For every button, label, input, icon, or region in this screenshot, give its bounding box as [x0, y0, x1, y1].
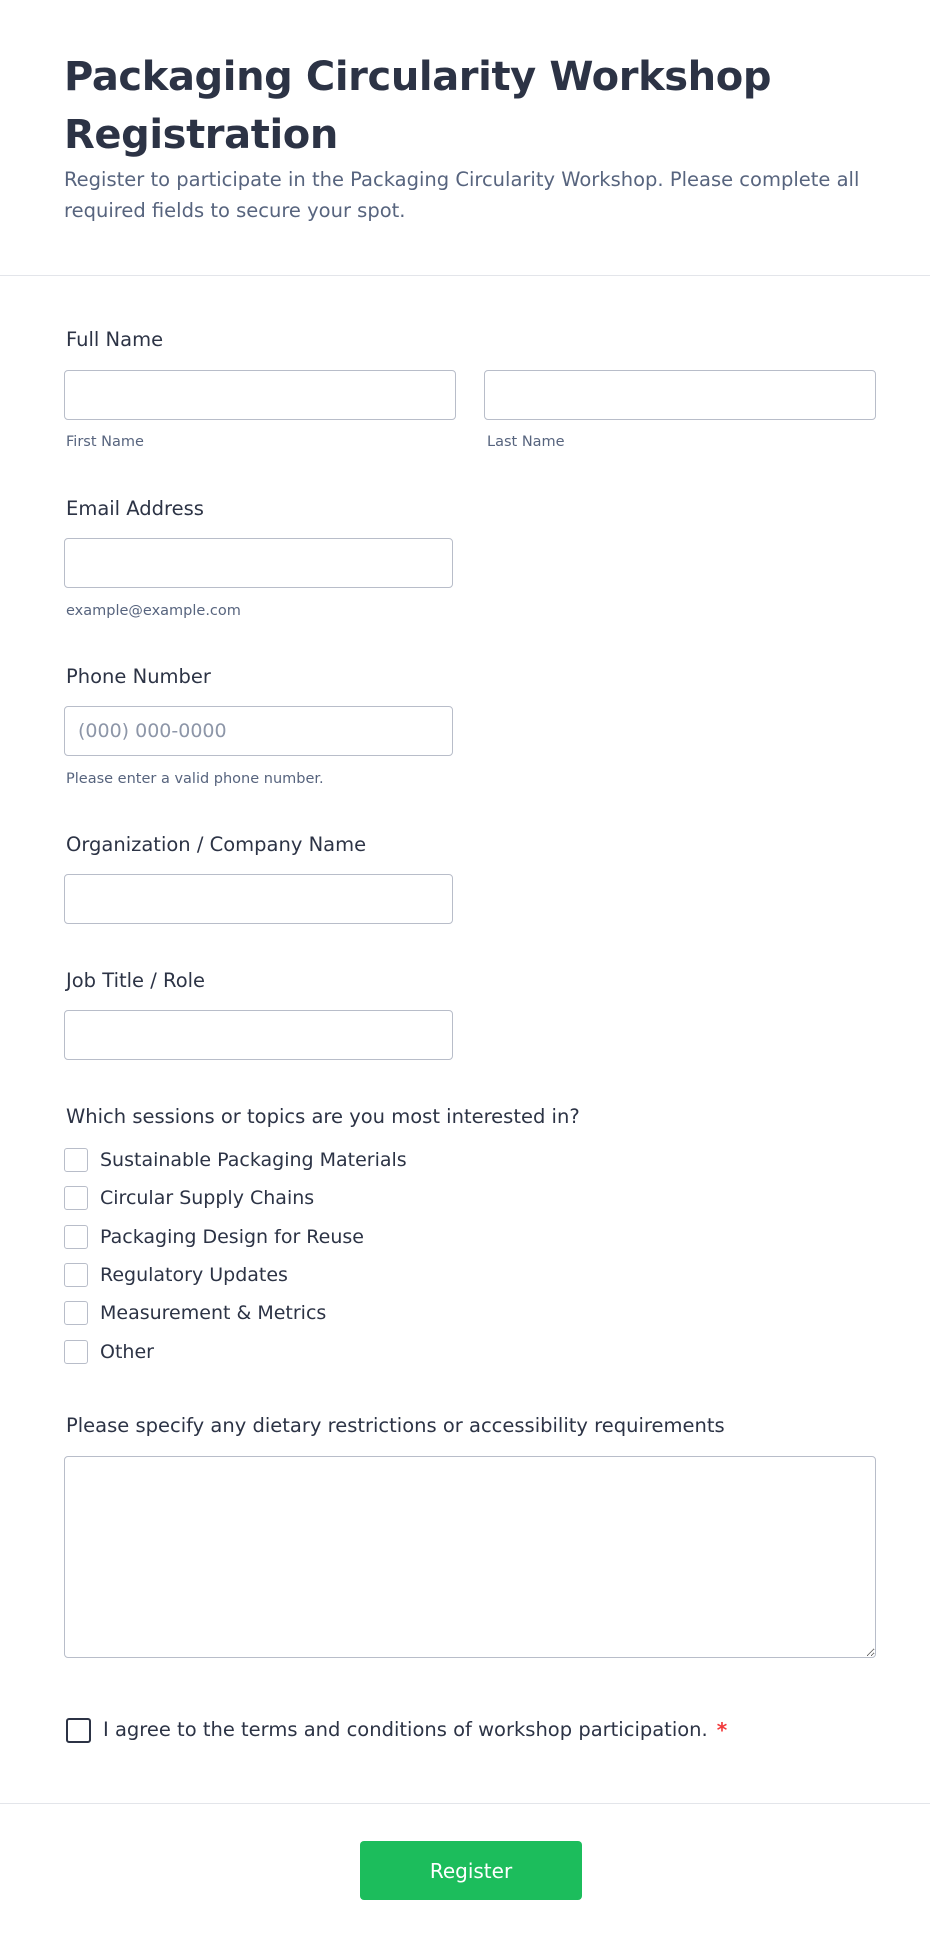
form-footer — [0, 1803, 930, 1950]
terms-label: I agree to the terms and conditions of workshop participation. — [103, 1718, 708, 1741]
phone-input[interactable] — [64, 706, 453, 756]
session-option-row[interactable] — [64, 1185, 314, 1211]
email-label: Email Address — [66, 497, 204, 520]
session-option-label: Packaging Design for Reuse — [100, 1226, 364, 1248]
terms-checkbox[interactable] — [66, 1718, 91, 1743]
sessions-label: Which sessions or topics are you most interested in? — [66, 1105, 580, 1128]
page-subtitle: Register to participate in the Packaging Circularity Workshop. Please complete all required fields to secure your spot. — [64, 168, 860, 222]
required-asterisk: * — [716, 1718, 728, 1742]
job-title-label: Job Title / Role — [66, 969, 206, 992]
email-sublabel: example@example.com — [66, 603, 241, 619]
first-name-sublabel: First Name — [66, 434, 144, 450]
job-title-input[interactable] — [64, 1010, 453, 1060]
checkbox[interactable] — [64, 1340, 88, 1364]
checkbox[interactable] — [64, 1148, 88, 1172]
session-option-row[interactable] — [64, 1147, 407, 1173]
last-name-sublabel: Last Name — [487, 434, 565, 450]
register-button[interactable]: Register — [360, 1841, 582, 1900]
checkbox[interactable] — [64, 1186, 88, 1210]
session-option-row[interactable] — [64, 1224, 364, 1250]
phone-sublabel: Please enter a valid phone number. — [66, 771, 324, 787]
organization-input[interactable] — [64, 874, 453, 924]
last-name-input[interactable] — [484, 370, 876, 420]
session-option-label: Sustainable Packaging Materials — [100, 1149, 407, 1171]
page-title: Packaging Circularity Workshop Registration — [64, 54, 772, 158]
first-name-input[interactable] — [64, 370, 456, 420]
email-input[interactable] — [64, 538, 453, 588]
session-option-row[interactable] — [64, 1300, 326, 1326]
session-option-label: Measurement & Metrics — [100, 1302, 327, 1324]
session-option-row[interactable] — [64, 1262, 288, 1288]
phone-label: Phone Number — [66, 665, 211, 688]
checkbox[interactable] — [64, 1301, 88, 1325]
session-option-label: Other — [100, 1341, 154, 1363]
requirements-textarea[interactable] — [64, 1456, 876, 1658]
checkbox[interactable] — [64, 1263, 88, 1287]
requirements-label: Please specify any dietary restrictions or accessibility requirements — [66, 1414, 725, 1437]
checkbox[interactable] — [64, 1225, 88, 1249]
session-option-label: Circular Supply Chains — [100, 1187, 315, 1209]
form-header — [0, 0, 930, 276]
terms-row[interactable] — [66, 1717, 727, 1743]
session-option-label: Regulatory Updates — [100, 1264, 288, 1286]
organization-label: Organization / Company Name — [66, 833, 367, 856]
full-name-label: Full Name — [66, 328, 164, 351]
session-option-row[interactable] — [64, 1339, 154, 1365]
